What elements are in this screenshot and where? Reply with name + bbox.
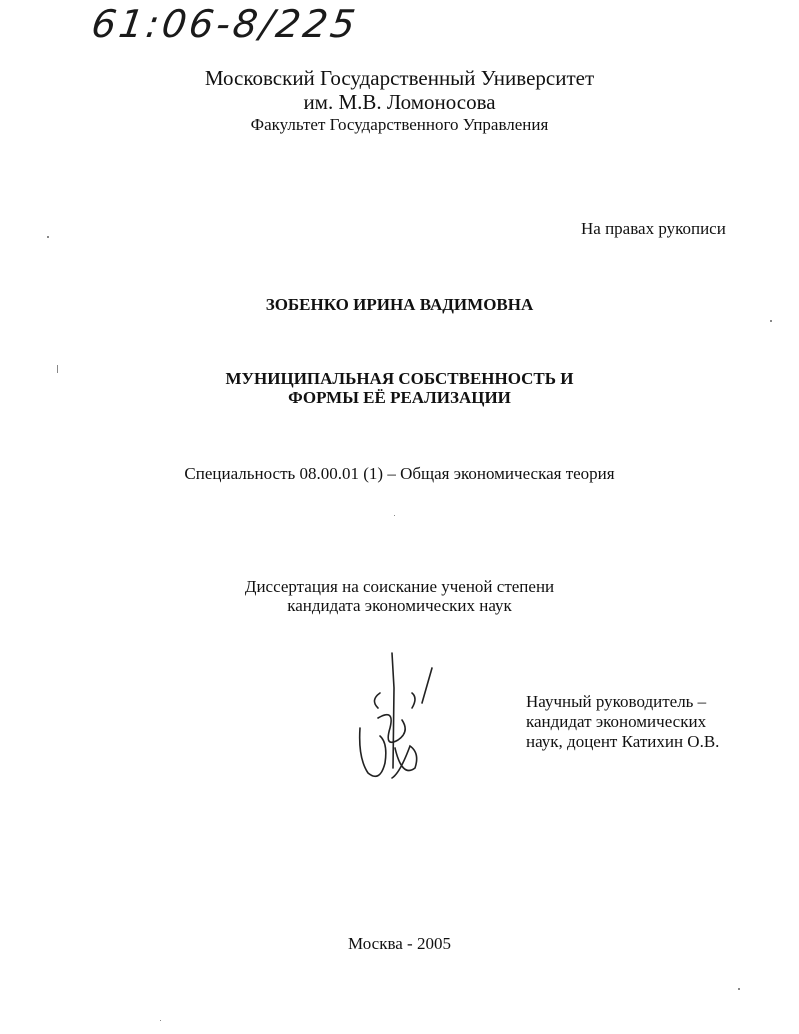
- supervisor-line-1: Научный руководитель –: [526, 692, 707, 711]
- faculty-name: Факультет Государственного Управления: [250, 115, 549, 134]
- dissertation-title: [0, 369, 799, 407]
- title-line-2: ФОРМЫ ЕЁ РЕАЛИЗАЦИИ: [288, 388, 511, 407]
- university-line-1: Московский Государственный Университет: [204, 66, 595, 90]
- scan-speck: [47, 236, 49, 238]
- city-year: Москва - 2005: [348, 934, 451, 953]
- signature-icon: [340, 648, 450, 788]
- rights-note: На правах рукописи: [581, 219, 726, 238]
- university-line-2: им. М.В. Ломоносова: [303, 90, 496, 114]
- supervisor-line-3: наук, доцент Катихин О.В.: [526, 732, 720, 751]
- scan-speck: [770, 320, 772, 322]
- scan-speck: [394, 515, 395, 516]
- scan-speck: [160, 1020, 161, 1021]
- supervisor-block: [526, 692, 719, 752]
- author-name: ЗОБЕНКО ИРИНА ВАДИМОВНА: [265, 295, 534, 314]
- archive-code: 61:06-8/225: [88, 2, 361, 46]
- degree-line-1: Диссертация на соискание ученой степени: [244, 577, 555, 596]
- scan-speck: [738, 988, 740, 990]
- scan-speck: [57, 365, 58, 373]
- degree-line-2: кандидата экономических наук: [287, 596, 512, 615]
- supervisor-line-2: кандидат экономических: [526, 712, 707, 731]
- university-name: [0, 66, 799, 114]
- specialty: Специальность 08.00.01 (1) – Общая экономическая теория: [184, 464, 615, 483]
- title-line-1: МУНИЦИПАЛЬНАЯ СОБСТВЕННОСТЬ И: [225, 369, 574, 388]
- dissertation-degree: [0, 577, 799, 615]
